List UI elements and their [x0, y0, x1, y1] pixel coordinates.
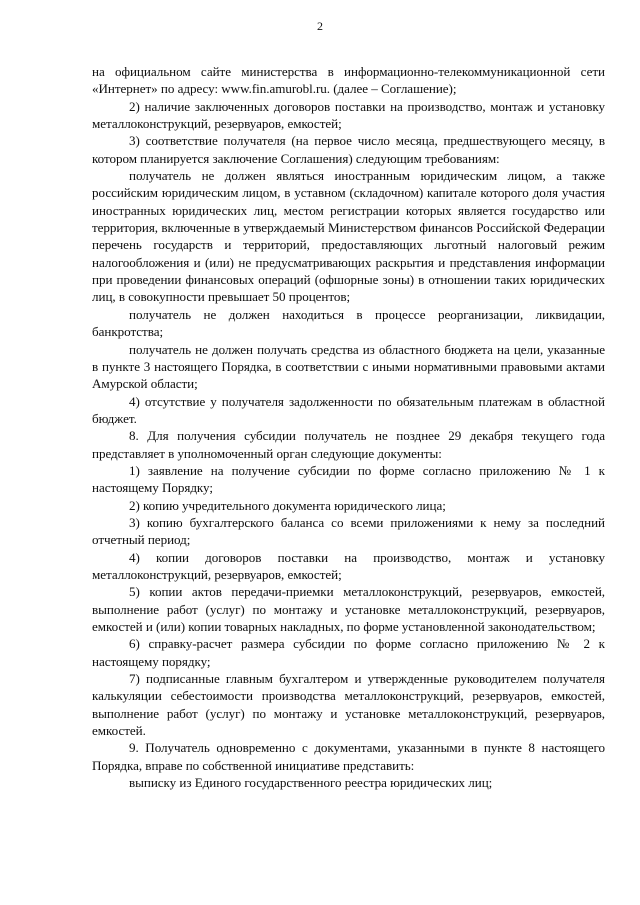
paragraph-requirement-foreign-entity: получатель не должен являться иностранным юридическим лицом, а также российским юридическим лицом, в уставном (складочном) капитале которого доля участия иностранных юридических лиц, местом регистрации которых является государство или территория, включенные в утверждаемый Министерством финансов Российской Федерации перечень государств и территорий, предоставляющих льготный налоговый режим налогообложения и (или) не предусматривающих раскрытия и представления информации при проведении финансовых операций (офшорные зоны) в отношении таких юридических лиц, в совокупности превышает 50 процентов; — [92, 168, 605, 305]
paragraph-doc-3: 3) копию бухгалтерского баланса со всеми приложениями к нему за последний отчетный период; — [92, 514, 605, 548]
paragraph-clause-8: 8. Для получения субсидии получатель не позднее 29 декабря текущего года представляет в уполномоченный орган следующие документы: — [92, 428, 605, 461]
paragraph-item-4: 4) отсутствие у получателя задолженности по обязательным платежам в областной бюджет. — [92, 393, 605, 426]
page-number: 2 — [317, 19, 323, 33]
paragraph-doc-1: 1) заявление на получение субсидии по форме согласно приложению № 1 к настоящему Порядку; — [92, 462, 605, 496]
paragraph-doc-5: 5) копии актов передачи-приемки металлоконструкций, резервуаров, емкостей, выполнение работ (услуг) по монтажу и установке металлоконструкций, резервуаров, емкостей и (или) копии товарных накладных, по форме установленной законодательством; — [92, 584, 605, 634]
paragraph-continuation: на официальном сайте министерства в информационно-телекоммуникационной сети «Интернет» по адресу: www.fin.amurobl.ru. (далее – Соглашение); — [92, 64, 605, 97]
paragraph-doc-7: 7) подписанные главным бухгалтером и утвержденные руководителем получателя калькуляции себестоимости производства металлоконструкций, резервуаров, емкостей, выполнение работ (услуг) по монтажу и установке металлоконструкций, резервуаров, емкостей. — [92, 671, 605, 739]
paragraph-doc-4: 4) копии договоров поставки на производство, монтаж и установку металлоконструкций, резервуаров, емкостей; — [92, 549, 605, 582]
paragraph-item-2: 2) наличие заключенных договоров поставки на производство, монтаж и установку металлоконструкций, резервуаров, емкостей; — [92, 98, 605, 132]
document-body — [92, 63, 605, 791]
paragraph-requirement-budget-funds: получатель не должен получать средства из областного бюджета на цели, указанные в пункте 3 настоящего Порядка, в соответствии с иными нормативными правовыми актами Амурской области; — [92, 341, 605, 392]
paragraph-extract-registry: выписку из Единого государственного реестра юридических лиц; — [129, 775, 493, 791]
paragraph-item-3: 3) соответствие получателя (на первое число месяца, предшествующего месяцу, в котором планируется заключение Соглашения) следующим требованиям: — [92, 133, 605, 166]
paragraph-doc-6: 6) справку-расчет размера субсидии по форме согласно приложению № 2 к настоящему порядку; — [92, 636, 605, 669]
paragraph-doc-2: 2) копию учредительного документа юридического лица; — [129, 497, 446, 513]
paragraph-clause-9: 9. Получатель одновременно с документами, указанными в пункте 8 настоящего Порядка, вправе по собственной инициативе представить: — [92, 740, 605, 773]
paragraph-requirement-reorganization: получатель не должен находиться в процессе реорганизации, ликвидации, банкротства; — [92, 306, 605, 340]
